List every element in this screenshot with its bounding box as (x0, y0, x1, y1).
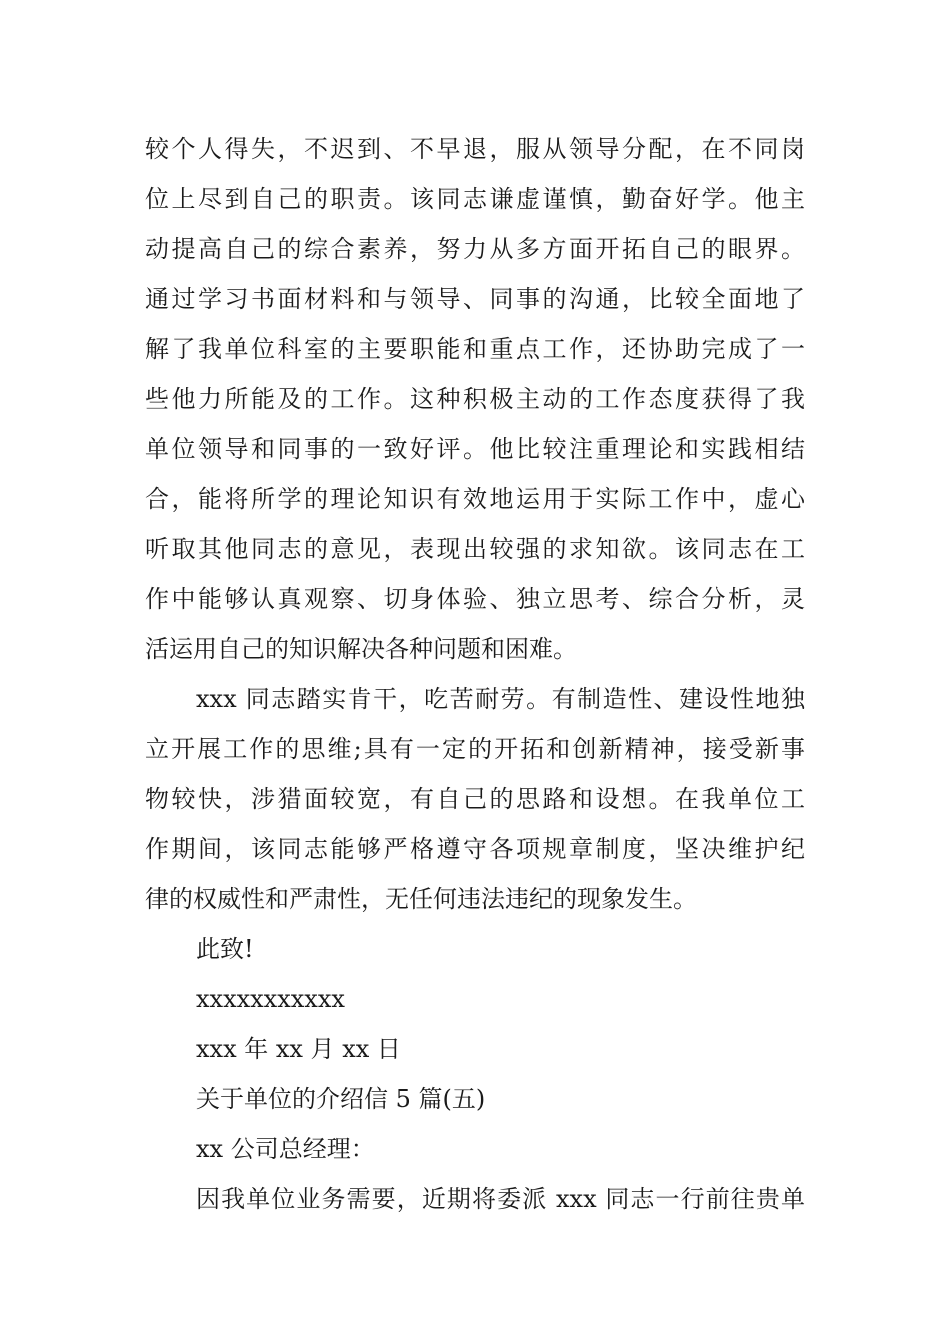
paragraph-2-line-5: 律的权威性和严肃性，无任何违法违纪的现象发生。 (145, 885, 697, 913)
paragraph-1-line-5: 解了我单位科室的主要职能和重点工作，还协助完成了一 (145, 335, 805, 363)
paragraph-1-line-10: 作中能够认真观察、切身体验、独立思考、综合分析，灵 (145, 585, 805, 613)
paragraph-2-line-3: 物较快，涉猎面较宽，有自己的思路和设想。在我单位工 (145, 785, 805, 813)
signature: xxxxxxxxxxx (196, 985, 345, 1013)
paragraph-1-line-9: 听取其他同志的意见，表现出较强的求知欲。该同志在工 (145, 535, 805, 563)
section-title: 关于单位的介绍信 5 篇(五) (196, 1085, 486, 1113)
paragraph-1-line-6: 些他力所能及的工作。这种积极主动的工作态度获得了我 (145, 385, 805, 413)
closing: 此致! (196, 935, 254, 963)
paragraph-1-line-11: 活运用自己的知识解决各种问题和困难。 (145, 635, 577, 663)
paragraph-1-line-7: 单位领导和同事的一致好评。他比较注重理论和实践相结 (145, 435, 805, 463)
salutation: xx 公司总经理： (196, 1135, 375, 1163)
paragraph-1-line-4: 通过学习书面材料和与领导、同事的沟通，比较全面地了 (145, 285, 805, 313)
paragraph-1-line-1: 较个人得失，不迟到、不早退，服从领导分配，在不同岗 (145, 135, 805, 163)
paragraph-2-line-1: xxx 同志踏实肯干，吃苦耐劳。有制造性、建设性地独 (196, 685, 805, 713)
paragraph-1-line-3: 动提高自己的综合素养，努力从多方面开拓自己的眼界。 (145, 235, 805, 263)
paragraph-2-line-4: 作期间，该同志能够严格遵守各项规章制度，坚决维护纪 (145, 835, 805, 863)
body-start-line: 因我单位业务需要，近期将委派 xxx 同志一行前往贵单 (196, 1185, 805, 1213)
paragraph-2-line-2: 立开展工作的思维;具有一定的开拓和创新精神，接受新事 (145, 735, 805, 763)
paragraph-1-line-2: 位上尽到自己的职责。该同志谦虚谨慎，勤奋好学。他主 (145, 185, 805, 213)
paragraph-1-line-8: 合，能将所学的理论知识有效地运用于实际工作中，虚心 (145, 485, 805, 513)
date: xxx 年 xx 月 xx 日 (196, 1035, 401, 1063)
